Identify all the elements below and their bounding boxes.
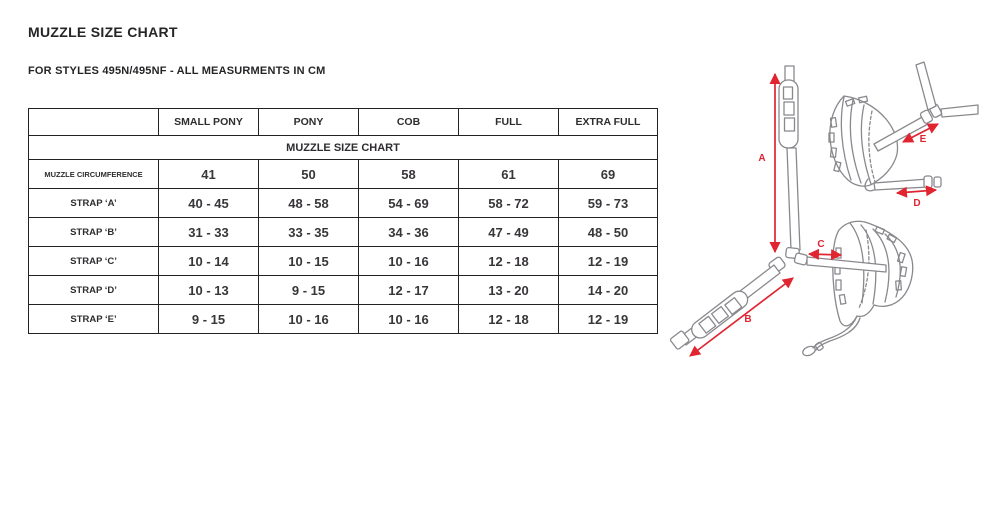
table-cell: 10 - 13 [159, 276, 259, 305]
muzzle-diagram-svg [660, 40, 1000, 380]
muzzle-diagram [660, 40, 1000, 380]
table-cell: 69 [559, 160, 658, 189]
table-cell: 9 - 15 [159, 305, 259, 334]
table-cell: 12 - 19 [559, 247, 658, 276]
table-header-row [29, 109, 658, 136]
table-cell: 61 [459, 160, 559, 189]
table-cell: 48 - 50 [559, 218, 658, 247]
table-row [29, 218, 658, 247]
column-header-small-pony: SMALL PONY [159, 109, 259, 136]
table-cell: 12 - 17 [359, 276, 459, 305]
column-header-full: FULL [459, 109, 559, 136]
table-cell: 34 - 36 [359, 218, 459, 247]
table-cell: 9 - 15 [259, 276, 359, 305]
column-header-pony: PONY [259, 109, 359, 136]
measure-arrow-d [897, 190, 936, 193]
table-cell: 14 - 20 [559, 276, 658, 305]
table-title-row [29, 136, 658, 160]
measure-label-b: B [744, 314, 752, 325]
table-row [29, 247, 658, 276]
table-cell: 54 - 69 [359, 189, 459, 218]
table-cell: 10 - 16 [359, 305, 459, 334]
side-strap [941, 105, 978, 117]
table-cell: 41 [159, 160, 259, 189]
measure-label-c: C [817, 239, 825, 250]
table-cell: 10 - 15 [259, 247, 359, 276]
row-label: STRAP ‘C’ [29, 247, 159, 276]
table-cell: 31 - 33 [159, 218, 259, 247]
page-subtitle: FOR STYLES 495N/495NF - ALL MEASURMENTS IN CM [28, 65, 326, 77]
row-label: STRAP ‘D’ [29, 276, 159, 305]
measure-label-e: E [919, 134, 927, 145]
strap-b-illustration [670, 265, 780, 350]
row-label: STRAP ‘A’ [29, 189, 159, 218]
table-row [29, 305, 658, 334]
table-cell: 12 - 18 [459, 305, 559, 334]
table-cell: 58 - 72 [459, 189, 559, 218]
table-row [29, 160, 658, 189]
table-title: MUZZLE SIZE CHART [29, 136, 658, 160]
table-cell: 13 - 20 [459, 276, 559, 305]
measure-label-a: A [758, 153, 766, 164]
measure-arrow-c [809, 254, 841, 255]
row-label: STRAP ‘E’ [29, 305, 159, 334]
column-header [29, 109, 159, 136]
table-cell: 33 - 35 [259, 218, 359, 247]
size-table-title-row [29, 136, 658, 160]
bottom-strap-d [874, 179, 928, 190]
measure-label-d: D [913, 198, 921, 209]
muzzle-size-table [28, 108, 658, 334]
row-label: STRAP ‘B’ [29, 218, 159, 247]
table-cell: 12 - 18 [459, 247, 559, 276]
table-cell: 10 - 14 [159, 247, 259, 276]
table-cell: 10 - 16 [259, 305, 359, 334]
table-cell: 47 - 49 [459, 218, 559, 247]
table-cell: 12 - 19 [559, 305, 658, 334]
table-row [29, 189, 658, 218]
size-table-header [29, 109, 658, 136]
table-cell: 40 - 45 [159, 189, 259, 218]
column-header-extra-full: EXTRA FULL [559, 109, 658, 136]
muzzle-basket-angled-illustration [829, 62, 978, 191]
page-title: MUZZLE SIZE CHART [28, 24, 178, 40]
table-row [29, 276, 658, 305]
table-cell: 10 - 16 [359, 247, 459, 276]
crown-strap [916, 62, 936, 110]
table-cell: 59 - 73 [559, 189, 658, 218]
size-table-body [29, 160, 658, 334]
row-label: MUZZLE CIRCUMFERENCE [29, 160, 159, 189]
table-cell: 48 - 58 [259, 189, 359, 218]
table-cell: 50 [259, 160, 359, 189]
strap-a-illustration [779, 66, 800, 259]
table-cell: 58 [359, 160, 459, 189]
column-header-cob: COB [359, 109, 459, 136]
